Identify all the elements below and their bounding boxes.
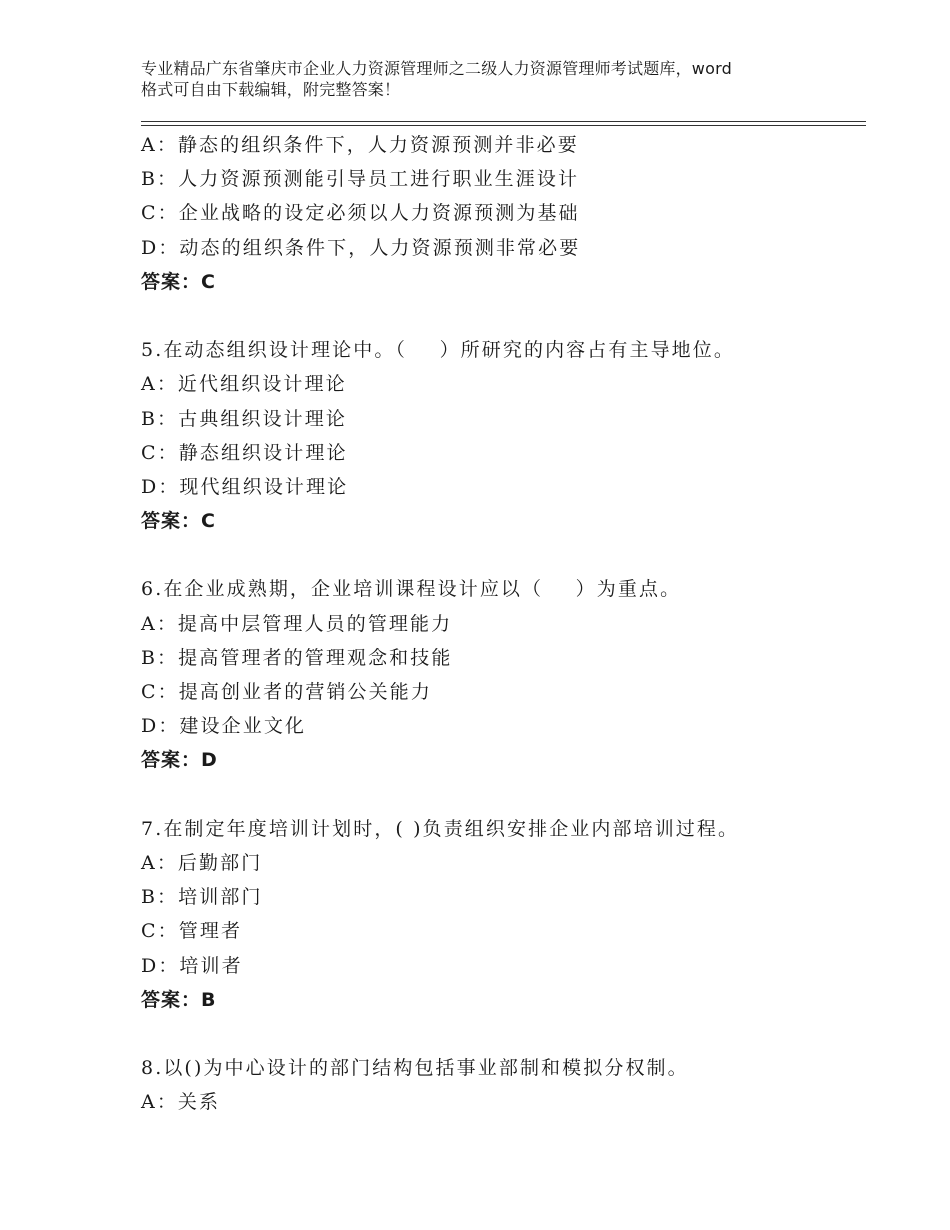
option-c: C：企业战略的设定必须以人力资源预测为基础 <box>141 202 580 225</box>
option-a: A：近代组织设计理论 <box>141 373 347 396</box>
question-6 <box>141 572 866 777</box>
spacer <box>141 778 866 812</box>
question-stem: 8.以()为中心设计的部门结构包括事业部制和模拟分权制。 <box>141 1057 689 1080</box>
answer: 答案：B <box>141 988 217 1011</box>
option-b: B：培训部门 <box>141 886 263 909</box>
option-a: A：提高中层管理人员的管理能力 <box>141 612 453 635</box>
option-d: D：现代组织设计理论 <box>141 475 349 498</box>
spacer <box>141 1017 866 1051</box>
question-stem: 5.在动态组织设计理论中。（ ）所研究的内容占有主导地位。 <box>141 339 735 362</box>
spacer <box>141 299 866 333</box>
option-b: B：提高管理者的管理观念和技能 <box>141 646 453 669</box>
answer: 答案：C <box>141 270 216 293</box>
answer: 答案：D <box>141 749 218 772</box>
option-a: A：静态的组织条件下，人力资源预测并非必要 <box>141 134 579 156</box>
option-a: A：关系 <box>141 1091 221 1114</box>
document-header <box>141 58 831 100</box>
option-b: B：人力资源预测能引导员工进行职业生涯设计 <box>141 168 580 191</box>
question-8 <box>141 1051 866 1119</box>
question-stem: 6.在企业成熟期，企业培训课程设计应以（ ）为重点。 <box>141 578 682 601</box>
option-b: B：古典组织设计理论 <box>141 407 347 430</box>
header-divider-bottom <box>141 125 866 126</box>
option-c: C：管理者 <box>141 920 243 943</box>
header-title-line-2: 格式可自由下载编辑，附完整答案！ <box>141 80 401 99</box>
question-7 <box>141 812 866 1017</box>
option-d: D：建设企业文化 <box>141 715 307 738</box>
option-d: D：动态的组织条件下，人力资源预测非常必要 <box>141 236 581 259</box>
option-c: C：静态组织设计理论 <box>141 441 348 464</box>
answer: 答案：C <box>141 510 216 533</box>
question-stem: 7.在制定年度培训计划时，( )负责组织安排企业内部培训过程。 <box>141 817 740 840</box>
question-list <box>141 128 866 1119</box>
header-title-line-1: 专业精品广东省肇庆市企业人力资源管理师之二级人力资源管理师考试题库，word <box>141 59 732 78</box>
question-5 <box>141 333 866 538</box>
header-divider-top <box>141 121 866 122</box>
option-c: C：提高创业者的营销公关能力 <box>141 681 432 703</box>
option-a: A：后勤部门 <box>141 851 263 874</box>
spacer <box>141 538 866 572</box>
option-d: D：培训者 <box>141 954 243 977</box>
question-4 <box>141 128 866 299</box>
